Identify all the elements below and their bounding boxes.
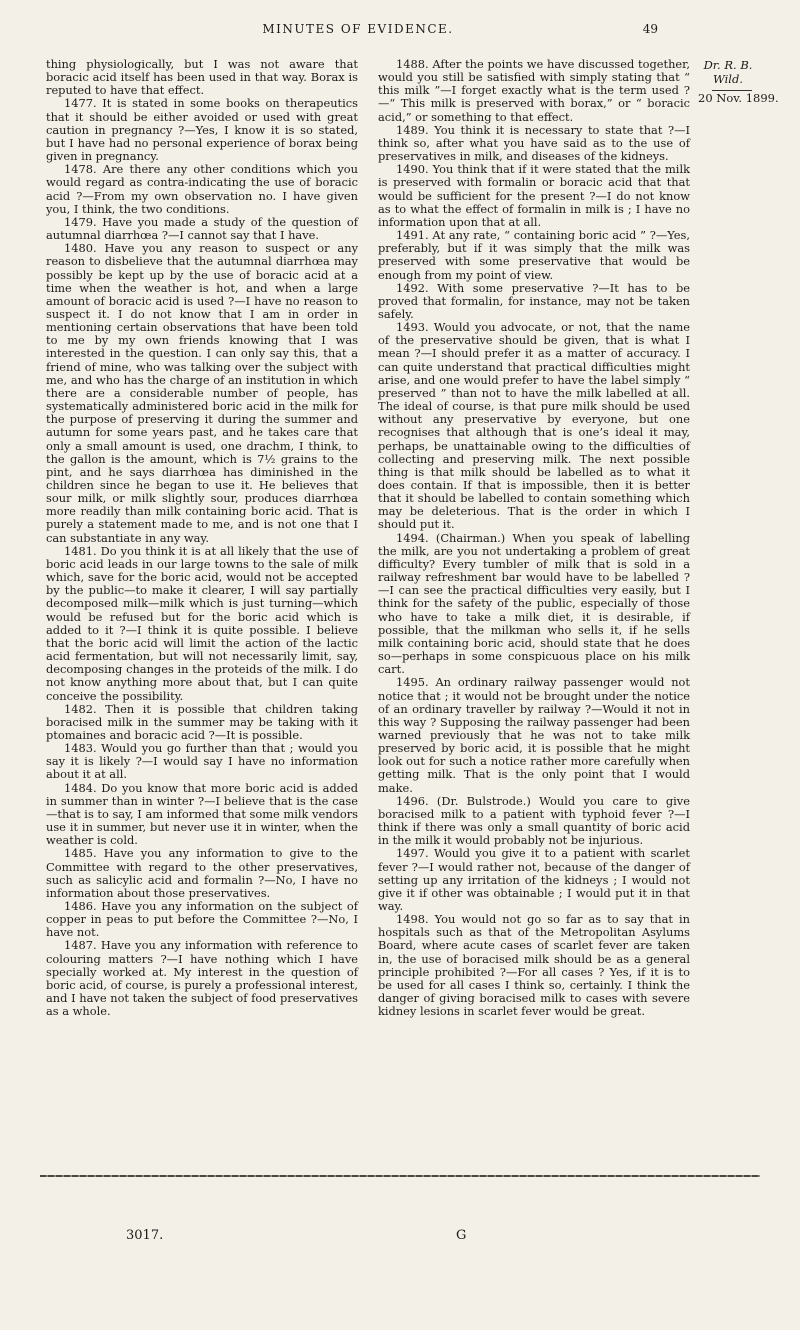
footer-signature-mark: G bbox=[456, 1228, 467, 1243]
paragraph: 1487. Have you any information with reference to colouring matters ?—I have nothing which I have specially worked at. My interest in the question of boric acid, of course, is purely a professional interest, and I have not taken the subject of food preservatives as a whole. bbox=[46, 938, 358, 1019]
paragraph: 1484. Do you know that more boric acid is added in summer than in winter ?—I believe that is the case—that is to say, I am informed that some milk vendors use it in summer, but never use it in winter, when the weather is cold. bbox=[46, 780, 358, 848]
paragraph: 1482. Then it is possible that children taking boracised milk in the summer may be taking with it ptomaines and boracic acid ?—It is possible. bbox=[46, 701, 358, 742]
page-number: 49 bbox=[642, 22, 658, 36]
paragraph: 1480. Have you any reason to suspect or any reason to disbelieve that the autumnal diarrhœa may possibly be kept up by the use of boracic acid at a time when the weather is hot, and when a large amount of boracic acid is used ?—I have no reason to suspect it. I do not know that I am in order in mentioning certain observations that have been told to me by my own friends knowing that I was interested in the question. I can only say this, that a friend of mine, who was talking over the subject with me, and who has the charge of an institution in which there are a considerable number of people, has systematically administered boric acid in the milk for the purpose of preserving it during the summer and autumn for some years past, and he takes care that only a small amount is used, one drachm, I think, to the gallon is the amount, which is 7½ grains to the pint, and he says diarrhœa has diminished in the children since he began to use it. He believes that sour milk, or milk slightly sour, produces diarrhœa more readily than milk containing boric acid. That is purely a statement made to me, and is not one that I can substantiate in any way. bbox=[46, 241, 358, 545]
paragraph: 1494. (Chairman.) When you speak of labelling the milk, are you not undertaking a problem of great difficulty? Every tumbler of milk that is sold in a railway refreshment bar would have to be labelled ?—I can see the practical difficulties very easily, but I think for the safety of the public, especially of those who have to take a milk diet, it is desirable, if possible, that the milkman who sells it, if he sells milk containing boric acid, should state that he does so—perhaps in some conspicuous place on his milk cart. bbox=[378, 530, 690, 677]
right-column bbox=[378, 58, 690, 1018]
paragraph: 1493. Would you advocate, or not, that the name of the preservative should be given, that is what I mean ?—I should prefer it as a matter of accuracy. I can quite understand that practical difficulties might arise, and one would prefer to have the label simply “ preserved ” than not to have the milk labelled at all. The ideal of course, is that pure milk should be used without any preservative by everyone, but one recognises that although that is one’s ideal it may, perhaps, be unattainable owing to the difficulties of collecting and preserving milk. The next possible thing is that milk should be labelled as to what it does contain. If that is impossible, then it is better that it should be labelled to contain something which may be deleterious. That is the order in which I should put it. bbox=[378, 320, 690, 532]
paragraph: 1481. Do you think it is at all likely that the use of boric acid leads in our large towns to the sale of milk which, save for the boric acid, would not be accepted by the public—to make it clearer, I will say partially decomposed milk—milk which is just turning—which would be refused but for the boric acid which is added to it ?—I think it is quite possible. I believe that the boric acid will limit the action of the lactic acid fermentation, but will not necessarily limit, say, decomposing changes in the proteids of the milk. I do not know anything more about that, but I can quite conceive the possibility. bbox=[46, 543, 358, 703]
paragraph: 1486. Have you any information on the subject of copper in peas to put before the Committee ?—No, I have not. bbox=[46, 899, 358, 940]
paragraph: 1490. You think that if it were stated that the milk is preserved with formalin or boracic acid that that would be sufficient for the present ?—I do not know as to what the effect of formalin in milk is ; I have no information upon that at all. bbox=[378, 162, 690, 229]
paragraph: 1498. You would not go so far as to say that in hospitals such as that of the Metropolitan Asylums Board, where acute cases of scarlet fever are taken in, the use of boracised milk should be as a general principle prohibited ?—For all cases ? Yes, if it is to be used for all cases I think so, certainly. I think the danger of giving boracised milk to cases with severe kidney lesions in scarlet fever would be great. bbox=[378, 912, 690, 1019]
paragraph: 1478. Are there any other conditions which you would regard as contra-indicating the use of boracic acid ?—From my own observation no. I have given you, I think, the two conditions. bbox=[46, 162, 358, 216]
footer-print-code: 3017. bbox=[126, 1228, 164, 1243]
paragraph: 1489. You think it is necessary to state that ?—I think so, after what you have said as to the use of preservatives in milk, and diseases of the kidneys. bbox=[378, 122, 690, 164]
paragraph: 1479. Have you made a study of the question of autumnal diarrhœa ?—I cannot say that I have. bbox=[46, 214, 358, 243]
paragraph: 1496. (Dr. Bulstrode.) Would you care to give boracised milk to a patient with typhoid fever ?—I think if there was only a small quantity of boric acid in the milk it would probably not be injurious. bbox=[378, 793, 690, 848]
paragraph: thing physiologically, but I was not aware that boracic acid itself has been used in that way. Borax is reputed to have that effect. bbox=[46, 57, 358, 98]
paragraph: 1483. Would you go further than that ; would you say it is likely ?—I would say I have no information about it at all. bbox=[46, 741, 358, 782]
margin-note bbox=[698, 58, 798, 105]
paragraph: 1495. An ordinary railway passenger would not notice that ; it would not be brought under the notice of an ordinary traveller by railway ?—Would it not in this way ? Supposing the railway passenger had been warned previously that he was not to take milk preserved by boric acid, it is possible that he might look out for such a notice rather more carefully when getting milk. That is the only point that I would make. bbox=[378, 675, 690, 795]
paragraph: 1492. With some preservative ?—It has to be proved that formalin, for instance, may not be taken safely. bbox=[378, 280, 690, 321]
paragraph: 1485. Have you any information to give to the Committee with regard to the other preservatives, such as salicylic acid and formalin ?—No, I have no information about those preservatives. bbox=[46, 846, 358, 900]
running-title: MINUTES OF EVIDENCE. bbox=[262, 22, 454, 36]
running-header bbox=[48, 22, 668, 36]
paragraph: 1491. At any rate, “ containing boric acid ” ?—Yes, preferably, but if it was simply that the milk was preserved with some preservative that would be enough from my point of view. bbox=[378, 228, 690, 282]
paragraph: 1497. Would you give it to a patient with scarlet fever ?—I would rather not, because of the danger of setting up any irritation of the kidneys ; I would not give it if other was obtainable ; I would put it in that way. bbox=[378, 846, 690, 913]
witness-name: Dr. R. B. bbox=[703, 58, 753, 72]
left-column bbox=[46, 58, 358, 1018]
witness-date: 20 Nov. 1899. bbox=[698, 91, 779, 105]
witness-surname: Wild. bbox=[713, 72, 743, 86]
paragraph: 1488. After the points we have discussed together, would you still be satisfied with simply stating that “ this milk ”—I forget exactly what is the term used ?—“ This milk is preserved with borax,” or “ boracic acid,” or something to that effect. bbox=[378, 57, 690, 124]
paragraph: 1477. It is stated in some books on therapeutics that it should be either avoided or used with great caution in pregnancy ?—Yes, I know it is so stated, but I have had no personal experience of borax being given in pregnancy. bbox=[46, 96, 358, 164]
page-bottom-rule bbox=[40, 1175, 760, 1177]
